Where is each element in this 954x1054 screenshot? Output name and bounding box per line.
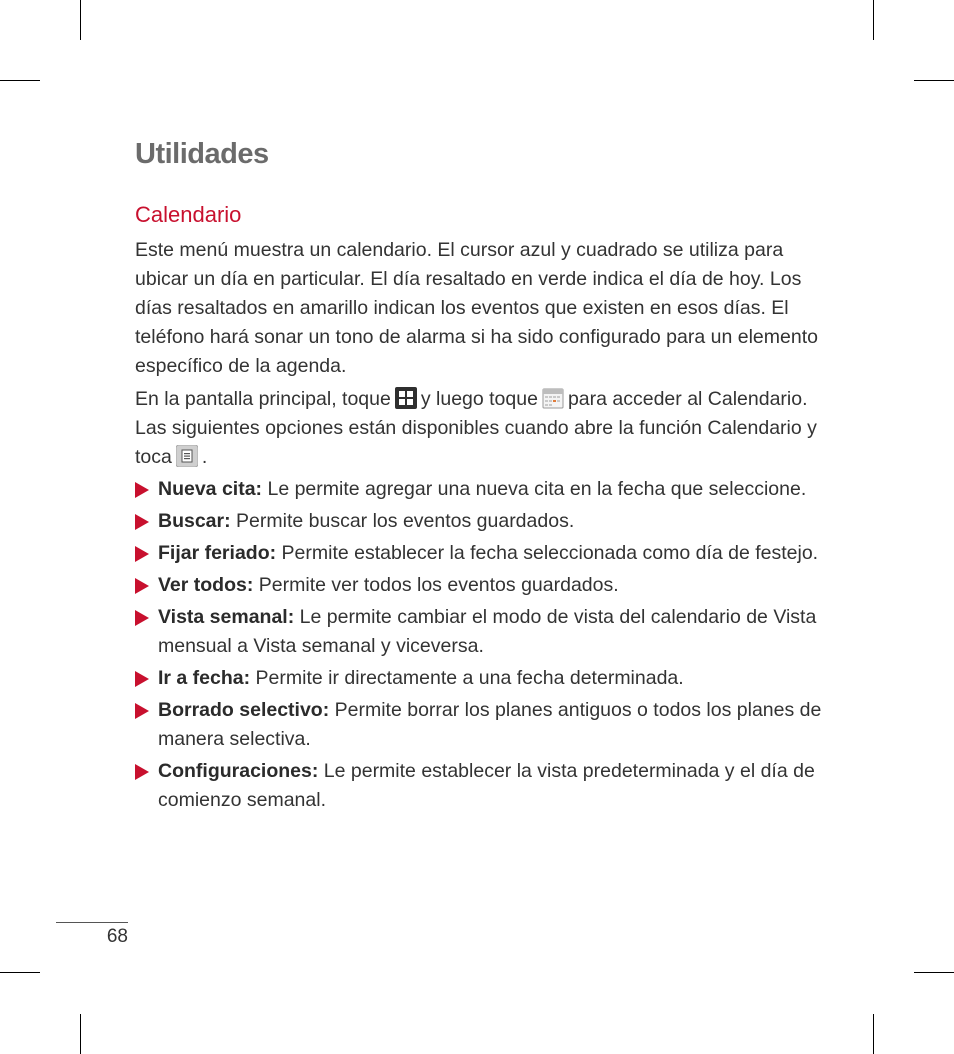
option-description: Le permite establecer la vista predeterminada y el día de comienzo semanal. — [158, 760, 815, 811]
section-title: Calendario — [135, 202, 242, 227]
option-description: Permite borrar los planes antiguos o todos los planes de manera selectiva. — [158, 699, 822, 750]
crop-mark — [873, 0, 874, 40]
crop-mark — [914, 80, 954, 81]
crop-mark — [0, 80, 40, 81]
crop-mark — [873, 1014, 874, 1054]
page-content — [135, 236, 825, 818]
arrow-bullet-icon — [135, 482, 149, 498]
list-item — [135, 539, 825, 568]
list-item — [135, 507, 825, 536]
option-term: Ver todos: — [158, 574, 254, 596]
access-text-4: . — [201, 446, 208, 468]
option-term: Nueva cita: — [158, 478, 263, 500]
arrow-bullet-icon — [135, 514, 149, 530]
access-text-2: y luego toque — [420, 388, 538, 410]
list-item — [135, 603, 825, 661]
page-number: 68 — [106, 926, 128, 947]
arrow-bullet-icon — [135, 764, 149, 780]
option-description: Le permite agregar una nueva cita en la fecha que seleccione. — [267, 478, 807, 500]
calendar-icon — [542, 387, 564, 409]
arrow-bullet-icon — [135, 610, 149, 626]
footer-divider — [56, 922, 128, 923]
arrow-bullet-icon — [135, 546, 149, 562]
intro-paragraph: Este menú muestra un calendario. El cursor azul y cuadrado se utiliza para ubicar un día en particular. El día resaltado en verde indica el día de hoy. Los días resaltados en amarillo indican los eventos que existen en esos días. El teléfono hará sonar un tono de alarma si ha sido configurado para un elemento específico de la agenda. — [135, 239, 818, 377]
list-item — [135, 696, 825, 754]
crop-mark — [80, 0, 81, 40]
access-text-3: para acceder al Calendario. Las siguientes opciones están disponibles cuando abre la función Calendario y toca — [135, 388, 817, 468]
option-term: Buscar: — [158, 510, 231, 532]
option-description: Permite establecer la fecha seleccionada como día de festejo. — [281, 542, 819, 564]
option-description: Permite ver todos los eventos guardados. — [258, 574, 619, 596]
menu-icon — [176, 445, 198, 467]
option-term: Ir a fecha: — [158, 667, 251, 689]
apps-grid-icon — [395, 387, 417, 409]
option-term: Borrado selectivo: — [158, 699, 330, 721]
crop-mark — [0, 972, 40, 973]
crop-mark — [914, 972, 954, 973]
arrow-bullet-icon — [135, 703, 149, 719]
crop-mark — [80, 1014, 81, 1054]
arrow-bullet-icon — [135, 578, 149, 594]
list-item — [135, 664, 825, 693]
option-term: Fijar feriado: — [158, 542, 277, 564]
option-term: Configuraciones: — [158, 760, 319, 782]
option-term: Vista semanal: — [158, 606, 295, 628]
option-description: Le permite cambiar el modo de vista del calendario de Vista mensual a Vista semanal y viceversa. — [158, 606, 817, 657]
list-item — [135, 757, 825, 815]
access-text-1: En la pantalla principal, toque — [135, 388, 391, 410]
option-description: Permite ir directamente a una fecha determinada. — [255, 667, 684, 689]
page-title: Utilidades — [135, 138, 269, 170]
list-item — [135, 571, 825, 600]
option-description: Permite buscar los eventos guardados. — [236, 510, 575, 532]
arrow-bullet-icon — [135, 671, 149, 687]
access-paragraph — [135, 385, 825, 472]
list-item — [135, 475, 825, 504]
options-list — [135, 475, 825, 815]
